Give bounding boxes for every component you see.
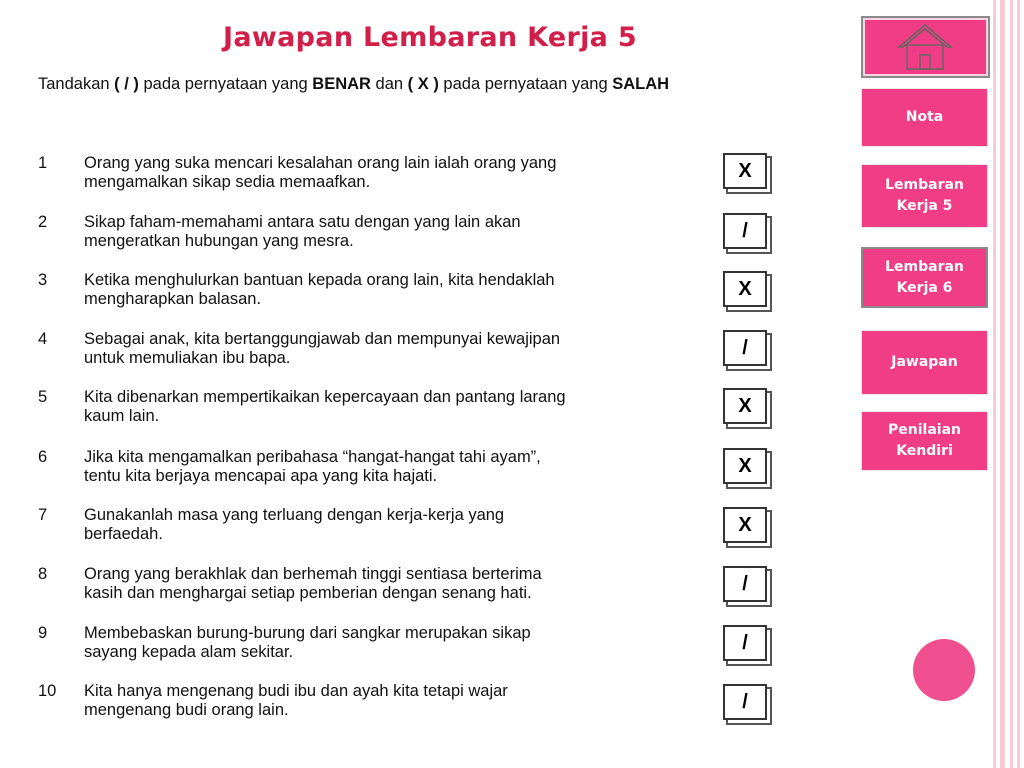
statement-number: 3: [38, 271, 48, 289]
lembaran-kerja-6-button[interactable]: [861, 247, 988, 308]
statement-text: [84, 506, 724, 544]
statement-line: Kita dibenarkan mempertikaikan kepercayaan dan pantang larang: [84, 388, 566, 406]
answer-box: [723, 388, 767, 424]
statement-line: sayang kepada alam sekitar.: [84, 643, 294, 661]
statement-line: mengeratkan hubungan yang mesra.: [84, 232, 354, 250]
statement-line: Sebagai anak, kita bertanggungjawab dan mempunyai kewajipan: [84, 330, 561, 348]
penilaian-kendiri-button[interactable]: [861, 411, 988, 471]
instruction-bold: BENAR: [312, 75, 371, 93]
statement-line: Orang yang berakhlak dan berhemah tinggi sentiasa berterima: [84, 565, 542, 583]
answer-box: [723, 625, 767, 661]
instruction-bold: SALAH: [612, 75, 670, 93]
statement-text: [84, 213, 724, 251]
statement-line: Membebaskan burung-burung dari sangkar merupakan sikap: [84, 624, 531, 642]
instruction-part: Tandakan: [38, 75, 115, 93]
answer-mark: /: [742, 573, 748, 595]
statement-number: 5: [38, 388, 48, 406]
statement-line: Kita hanya mengenang budi ibu dan ayah kita tetapi wajar: [84, 682, 508, 700]
decorative-stripe: [1000, 0, 1005, 768]
answer-mark: /: [742, 337, 748, 359]
statement-line: Sikap faham-memahami antara satu dengan yang lain akan: [84, 213, 521, 231]
answer-box: [723, 213, 767, 249]
circle-button[interactable]: [913, 639, 975, 701]
statement-line: mengenang budi orang lain.: [84, 701, 289, 719]
answer-mark: X: [738, 160, 752, 182]
statement-text: [84, 330, 724, 368]
instruction-part: dan: [370, 75, 408, 93]
instruction-bold: ( / ): [114, 75, 139, 93]
instruction-text: [38, 75, 669, 94]
answer-mark: /: [742, 220, 748, 242]
statement-line: berfaedah.: [84, 525, 163, 543]
nota-label: Nota: [905, 109, 944, 125]
statement-text: [84, 388, 724, 426]
jawapan-label: Jawapan: [891, 354, 958, 370]
statement-number: 9: [38, 624, 48, 642]
nav-label: Kerja 6: [896, 279, 953, 296]
statement-line: Ketika menghulurkan bantuan kepada orang lain, kita hendaklah: [84, 271, 555, 289]
statement-number: 1: [38, 154, 48, 172]
nav-label: Kendiri: [896, 443, 953, 459]
answer-box: [723, 271, 767, 307]
statement-number: 10: [38, 682, 57, 700]
answer-box: [723, 507, 767, 543]
nav-label: Penilaian: [888, 422, 961, 438]
answer-box: [723, 684, 767, 720]
home-icon: [863, 18, 988, 76]
statement-text: [84, 682, 724, 720]
statement-line: Gunakanlah masa yang terluang dengan kerja-kerja yang: [84, 506, 505, 524]
statement-text: [84, 565, 724, 603]
statement-line: kasih dan menghargai setiap pemberian dengan senang hati.: [84, 584, 532, 602]
lembaran-kerja-5-button[interactable]: [861, 164, 988, 228]
statement-text: [84, 448, 724, 486]
statement-number: 2: [38, 213, 48, 231]
statement-text: [84, 271, 724, 309]
instruction-part: pada pernyataan yang: [438, 75, 613, 93]
decorative-stripe: [993, 0, 996, 768]
statement-number: 8: [38, 565, 48, 583]
instruction-bold: ( X ): [407, 75, 439, 93]
nav-label: Kerja 5: [896, 198, 953, 214]
statement-number: 6: [38, 448, 48, 466]
answer-mark: /: [742, 691, 748, 713]
statement-text: [84, 154, 724, 192]
statement-number: 4: [38, 330, 48, 348]
statement-text: [84, 624, 724, 662]
answer-box: [723, 330, 767, 366]
answer-mark: /: [742, 632, 748, 654]
decorative-stripe: [1010, 0, 1013, 768]
answer-mark: X: [738, 395, 752, 417]
statement-line: Orang yang suka mencari kesalahan orang lain ialah orang yang: [84, 154, 557, 172]
instruction-part: pada pernyataan yang: [138, 75, 313, 93]
answer-box: [723, 153, 767, 189]
jawapan-button[interactable]: [861, 330, 988, 395]
statement-line: Jika kita mengamalkan peribahasa “hangat-hangat tahi ayam”,: [84, 448, 541, 466]
answer-mark: X: [738, 278, 752, 300]
nav-label: Lembaran: [885, 258, 964, 275]
answer-mark: X: [738, 514, 752, 536]
page-title: Jawapan Lembaran Kerja 5: [223, 22, 637, 53]
home-button[interactable]: [861, 16, 990, 78]
nota-button[interactable]: [861, 88, 988, 147]
decorative-stripe: [1017, 0, 1020, 768]
statement-line: untuk memuliakan ibu bapa.: [84, 349, 291, 367]
statement-number: 7: [38, 506, 48, 524]
statement-line: tentu kita berjaya mencapai apa yang kita hajati.: [84, 467, 438, 485]
nav-label: Lembaran: [885, 177, 964, 193]
answer-box: [723, 448, 767, 484]
statement-line: mengamalkan sikap sedia memaafkan.: [84, 173, 371, 191]
statement-line: kaum lain.: [84, 407, 160, 425]
statement-line: mengharapkan balasan.: [84, 290, 262, 308]
answer-box: [723, 566, 767, 602]
answer-mark: X: [738, 455, 752, 477]
